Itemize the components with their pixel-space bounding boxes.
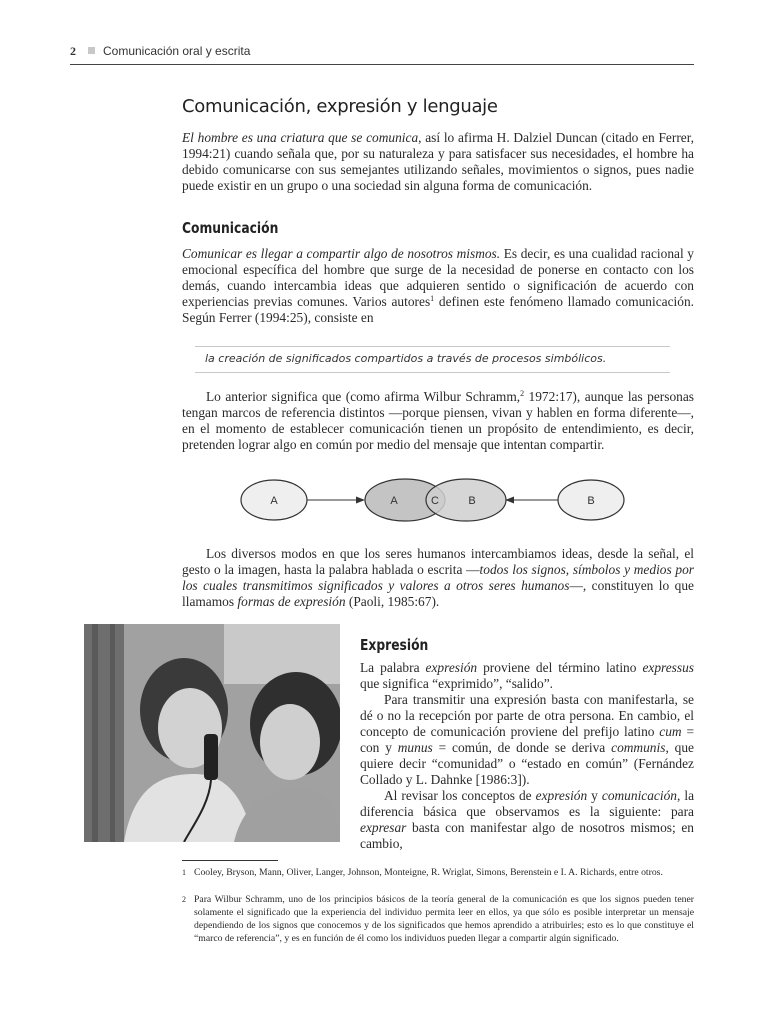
footnote-1-number: 1 (182, 868, 186, 877)
expr-p2-a: Para transmitir una expresión basta con manifestarla, se dé o no la recepción por parte de otra persona. En cambio, el concepto de comunicación proviene del prefijo latino (360, 692, 694, 739)
running-title: Comunicación oral y escrita (103, 44, 251, 58)
footnote-1 (182, 866, 694, 879)
comunicacion-paragraph-1 (182, 246, 694, 326)
footnote-1-text: Cooley, Bryson, Mann, Oliver, Langer, Johnson, Monteigne, R. Wriglat, Simons, Berenstein e I. A. Richards, entre otros. (194, 867, 663, 878)
intro-lead-italic: El hombre es una criatura que se comunica (182, 130, 419, 145)
comunicacion-text-b: definen este fenómeno llamado comunicación. Según Ferrer (1994:25), consiste en (182, 294, 695, 325)
formas-text-b: —, constituyen lo que llamamos (182, 578, 694, 609)
schramm-paragraph (182, 389, 694, 453)
expr-p1-i2: expressus (642, 660, 695, 675)
label-overlap-b: B (468, 495, 476, 507)
footnote-2-number: 2 (182, 895, 186, 904)
chapter-section-title: Comunicación, expresión y lenguaje (182, 96, 498, 117)
label-left-a: A (270, 495, 278, 507)
comunicacion-heading-wrap (182, 219, 694, 237)
expresion-column (360, 660, 694, 852)
schramm-text-b: 1972:17), aunque las personas tengan marcos de referencia distintos —porque piensen, vivan y hablen en forma diferente—, en el momento de establecer comunicación tienen un propósito de entendimiento, es decir, pretenden lograr algo en común por medio del mensaje que intentan compartir. (182, 389, 694, 452)
comunicacion-lead-italic: Comunicar es llegar a compartir algo de nosotros mismos. (182, 246, 501, 261)
square-bullet-icon (88, 47, 95, 54)
intro-paragraph (182, 130, 694, 194)
quote-box (195, 346, 670, 373)
footnote-ref-2: 2 (520, 389, 525, 398)
expr-p3-i1: expresión (535, 788, 588, 803)
comunicacion-heading: Comunicación (182, 219, 279, 237)
footnote-2 (182, 893, 694, 945)
formas-paragraph (182, 546, 694, 610)
expr-p3-i3: expresar (360, 820, 407, 835)
label-overlap-c: C (431, 495, 439, 507)
expr-p3-a: Al revisar los conceptos de (384, 788, 536, 803)
expr-p3-c: , la diferencia básica que observamos es la siguiente: para (360, 788, 695, 819)
intro-paragraph-block (182, 130, 694, 194)
expresion-paragraph-3 (360, 788, 694, 852)
comunicacion-paragraph-block (182, 246, 694, 326)
expresion-paragraph-1 (360, 660, 694, 692)
expr-p2-i1: cum (659, 724, 682, 739)
communication-diagram (232, 470, 632, 530)
header-rule (70, 64, 694, 65)
expresion-paragraph-2 (360, 692, 694, 788)
expr-p2-d: , que quiere decir “comunidad” o “estado en común” (Fernández Collado y L. Dahnke [1986:3]). (360, 740, 694, 787)
photo-two-women-phone (84, 624, 340, 842)
formas-italic-b: formas de expresión (237, 594, 346, 609)
running-header (70, 44, 694, 62)
expr-p1-a: La palabra (360, 660, 426, 675)
footnote-ref-1: 1 (430, 294, 435, 303)
expresion-heading: Expresión (360, 636, 429, 654)
label-overlap-a: A (390, 495, 398, 507)
expr-p1-i1: expresión (425, 660, 478, 675)
expr-p2-i2: munus (397, 740, 433, 755)
expr-p2-i3: communis (611, 740, 666, 755)
expr-p2-c: = común, de donde se deriva (432, 740, 612, 755)
expr-p3-i2: comunicación (601, 788, 677, 803)
arrow-right-icon (356, 497, 365, 504)
formas-text-c: (Paoli, 1985:67). (345, 594, 440, 609)
schramm-paragraph-block (182, 389, 694, 453)
comunicacion-text-a: Es decir, es una cualidad racional y emocional específica del hombre que surge de la necesidad de ponerse en contacto con los demás, cuando intercambia ideas que adquieren sentido o significación de acuerdo con experiencias previas comunes. Varios autores (182, 246, 694, 309)
intro-rest: , así lo afirma H. Dalziel Duncan (citado en Ferrer, 1994:21) cuando señala que, por su naturaleza y para satisfacer sus necesidades, el hombre ha debido comunicarse con sus semejantes utilizando señales, movimientos o signos, pues nadie puede existir en un grupo o una sociedad sin alguna forma de comunicación. (182, 130, 694, 193)
quote-text: la creación de significados compartidos a través de procesos simbólicos. (205, 352, 607, 365)
expr-p3-b: y (587, 788, 602, 803)
formas-paragraph-block (182, 546, 694, 610)
expr-p1-b: proviene del término latino (477, 660, 643, 675)
expresion-heading-wrap (360, 636, 694, 654)
formas-italic-a: todos los signos, símbolos y medios por los cuales transmitimos significados y valores a otros seres humanos (182, 562, 694, 593)
expr-p2-b: = con y (360, 724, 694, 755)
footnote-2-text: Para Wilbur Schramm, uno de los principios básicos de la teoría general de la comunicación es que los signos pueden tener solamente el significado que la experiencia del individuo permita leer en ellos, ya que sólo es posible interpretar un mensaje dependiendo de los signos que conocemos y de los significados que hemos aprendido a atribuirles; esto es lo que constituye el “marco de referencia”, y es en función de él como los individuos pueden llegar a compartir algún significado. (194, 894, 694, 944)
formas-text-a: Los diversos modos en que los seres humanos intercambiamos ideas, desde la señal, el gesto o la imagen, hasta la palabra hablada o escrita — (182, 546, 694, 577)
schramm-text-a: Lo anterior significa que (como afirma Wilbur Schramm, (206, 389, 521, 404)
page-number: 2 (70, 44, 76, 58)
label-right-b: B (587, 495, 595, 507)
footnote-rule (182, 860, 278, 861)
expr-p3-d: basta con manifestar algo de nosotros mismos; en cambio, (360, 820, 694, 851)
expr-p1-c: que significa “exprimido”, “salido”. (360, 676, 553, 691)
